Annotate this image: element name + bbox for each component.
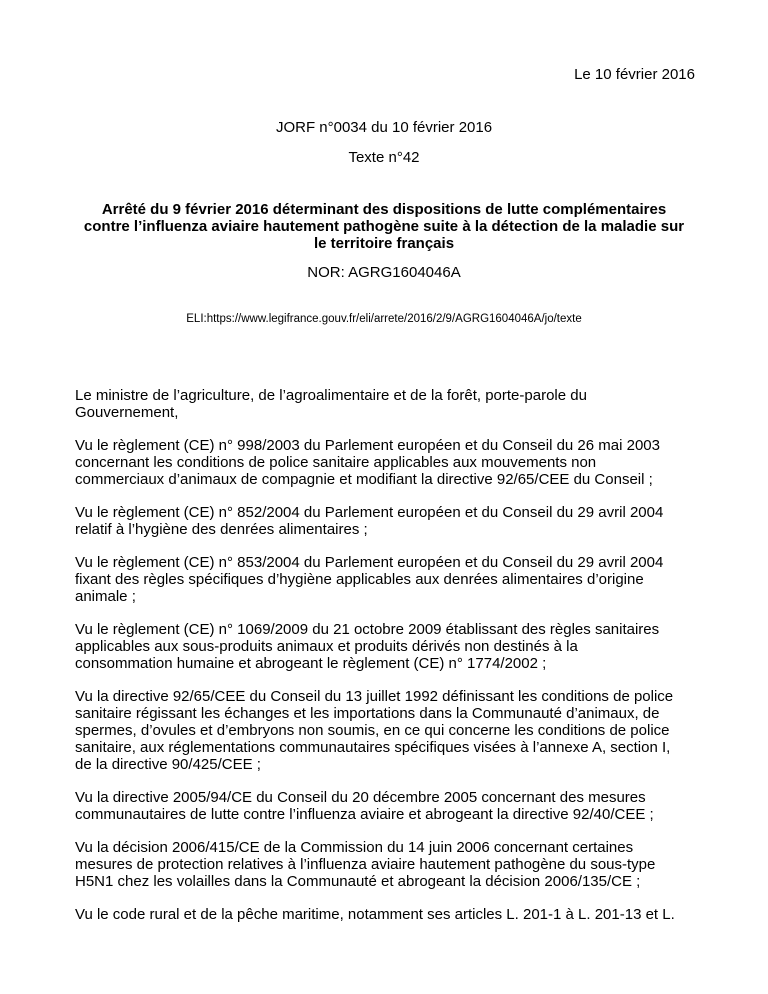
paragraph-line: communautaires de lutte contre l’influenza aviaire et abrogeant la directive 92/40/CEE ; — [75, 806, 654, 823]
paragraph-reglement-998-2003 — [75, 437, 705, 488]
paragraph-line: Vu le règlement (CE) n° 998/2003 du Parlement européen et du Conseil du 26 mai 2003 — [75, 437, 660, 454]
paragraph-reglement-1069-2009 — [75, 621, 705, 672]
paragraph-line: Vu le code rural et de la pêche maritime, notamment ses articles L. 201-1 à L. 201-13 et L. — [75, 906, 675, 923]
paragraph-line: de la directive 90/425/CEE ; — [75, 756, 261, 773]
paragraph-line: applicables aux sous-produits animaux et produits dérivés non destinés à la — [75, 638, 578, 655]
paragraph-line: sanitaire régissant les échanges et les importations dans la Communauté d’animaux, de — [75, 705, 660, 722]
jorf-reference: JORF n°0034 du 10 février 2016 — [275, 119, 493, 136]
paragraph-line: Vu la décision 2006/415/CE de la Commission du 14 juin 2006 concernant certaines — [75, 839, 634, 856]
paragraph-line: Le ministre de l’agriculture, de l’agroalimentaire et de la forêt, porte-parole du — [75, 387, 587, 404]
paragraph-reglement-852-2004 — [75, 504, 705, 538]
paragraph-line: animale ; — [75, 588, 136, 605]
eli-link[interactable]: ELI:https://www.legifrance.gouv.fr/eli/arrete/2016/2/9/AGRG1604046A/jo/texte — [186, 313, 582, 325]
paragraph-line: Vu le règlement (CE) n° 852/2004 du Parlement européen et du Conseil du 29 avril 2004 — [75, 504, 664, 521]
paragraph-directive-92-65 — [75, 688, 705, 773]
paragraph-line: sanitaire, aux réglementations communautaires spécifiques visées à l’annexe A, section I, — [75, 739, 671, 756]
paragraph-code-rural — [75, 906, 705, 923]
decree-title-line: Arrêté du 9 février 2016 déterminant des dispositions de lutte complémentaires — [101, 201, 667, 218]
paragraph-line: Vu la directive 2005/94/CE du Conseil du 20 décembre 2005 concernant des mesures — [75, 789, 646, 806]
paragraph-line: commerciaux d’animaux de compagnie et modifiant la directive 92/65/CEE du Conseil ; — [75, 471, 653, 488]
paragraph-line: spermes, d’ovules et d’embryons non soumis, en ce qui concerne les conditions de police — [75, 722, 670, 739]
paragraph-line: mesures de protection relatives à l’influenza aviaire hautement pathogène du sous-type — [75, 856, 656, 873]
paragraph-line: Vu le règlement (CE) n° 1069/2009 du 21 octobre 2009 établissant des règles sanitaires — [75, 621, 660, 638]
paragraph-minister — [75, 387, 705, 421]
decree-title-line: contre l’influenza aviaire hautement pathogène suite à la détection de la maladie sur — [83, 218, 685, 235]
text-number: Texte n°42 — [348, 149, 420, 166]
paragraph-line: consommation humaine et abrogeant le règlement (CE) n° 1774/2002 ; — [75, 655, 547, 672]
decree-title-line: le territoire français — [313, 235, 455, 252]
paragraph-line: concernant les conditions de police sanitaire applicables aux mouvements non — [75, 454, 597, 471]
paragraph-reglement-853-2004 — [75, 554, 705, 605]
document-body — [75, 387, 705, 939]
paragraph-line: Gouvernement, — [75, 404, 179, 421]
paragraph-line: relatif à l’hygiène des denrées alimentaires ; — [75, 521, 368, 538]
paragraph-line: H5N1 chez les volailles dans la Communauté et abrogeant la décision 2006/135/CE ; — [75, 873, 641, 890]
document-date: Le 10 février 2016 — [574, 66, 695, 83]
paragraph-line: Vu le règlement (CE) n° 853/2004 du Parlement européen et du Conseil du 29 avril 2004 — [75, 554, 664, 571]
paragraph-directive-2005-94 — [75, 789, 705, 823]
paragraph-line: fixant des règles spécifiques d’hygiène applicables aux denrées alimentaires d’origine — [75, 571, 644, 588]
nor-reference: NOR: AGRG1604046A — [307, 264, 461, 281]
paragraph-line: Vu la directive 92/65/CEE du Conseil du 13 juillet 1992 définissant les conditions de police — [75, 688, 674, 705]
decree-title — [50, 201, 718, 252]
paragraph-decision-2006-415 — [75, 839, 705, 890]
